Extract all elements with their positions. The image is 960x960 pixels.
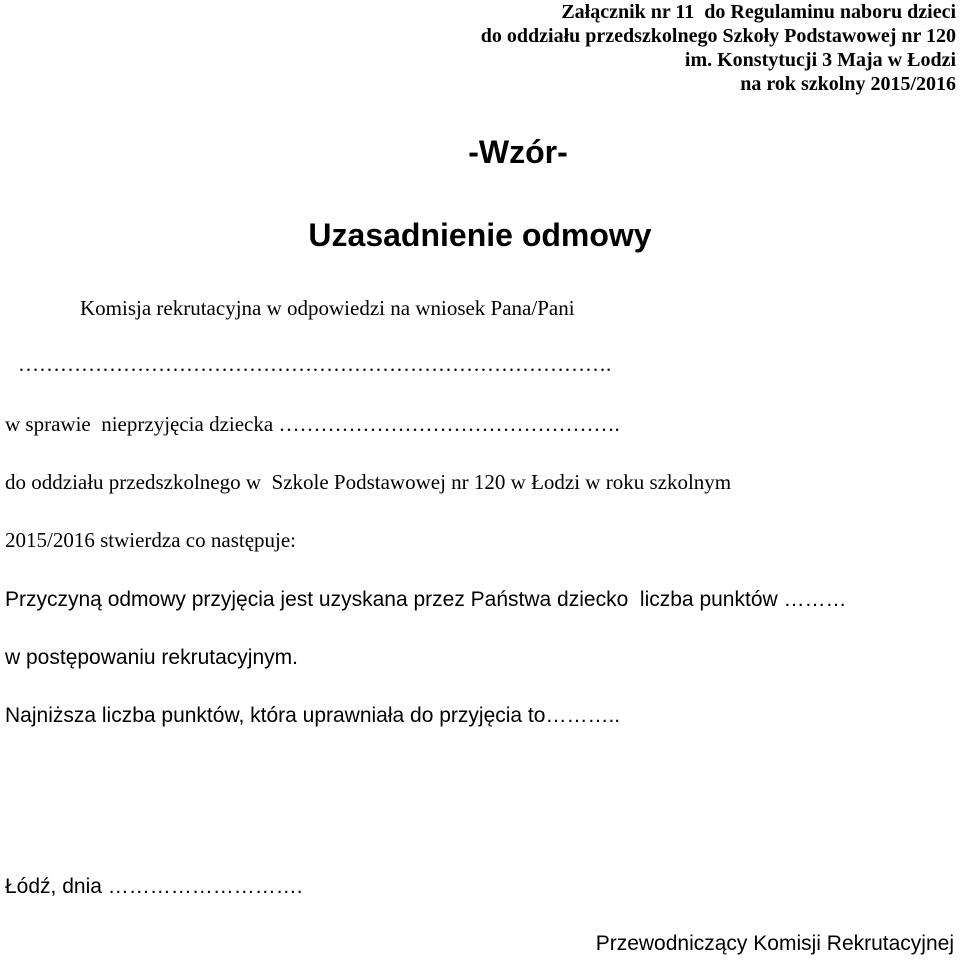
place-date-line: Łódź, dnia ………………………. xyxy=(5,875,303,898)
refusal-reason-line: Przyczyną odmowy przyjęcia jest uzyskana przez Państwa dziecko liczba punktów ……… xyxy=(5,588,847,611)
header-line-1: Załącznik nr 11 do Regulaminu naboru dzieci xyxy=(561,1,956,23)
school-year-line: 2015/2016 stwierdza co następuje: xyxy=(5,528,297,552)
header-line-2: do oddziału przedszkolnego Szkoły Podstawowej nr 120 xyxy=(480,25,956,47)
intro-text: Komisja rekrutacyjna w odpowiedzi na wniosek Pana/Pani xyxy=(80,296,575,320)
unit-line: do oddziału przedszkolnego w Szkole Podstawowej nr 120 w Łodzi w roku szkolnym xyxy=(5,470,732,494)
lowest-score-line: Najniższa liczba punktów, która uprawniała do przyjęcia to……….. xyxy=(5,704,621,727)
header-line-3: im. Konstytucji 3 Maja w Łodzi xyxy=(684,49,956,71)
template-label: -Wzór- xyxy=(468,134,568,170)
document-title: Uzasadnienie odmowy xyxy=(308,217,652,253)
attachment-header xyxy=(481,0,956,96)
applicant-name-blank: …………………………………………………………………………. xyxy=(18,352,612,376)
child-name-line: w sprawie nieprzyjęcia dziecka …………………………………………. xyxy=(5,412,620,436)
header-line-4: na rok szkolny 2015/2016 xyxy=(740,73,956,95)
signature-label: Przewodniczący Komisji Rekrutacyjnej xyxy=(595,932,954,955)
procedure-line: w postępowaniu rekrutacyjnym. xyxy=(5,646,298,669)
